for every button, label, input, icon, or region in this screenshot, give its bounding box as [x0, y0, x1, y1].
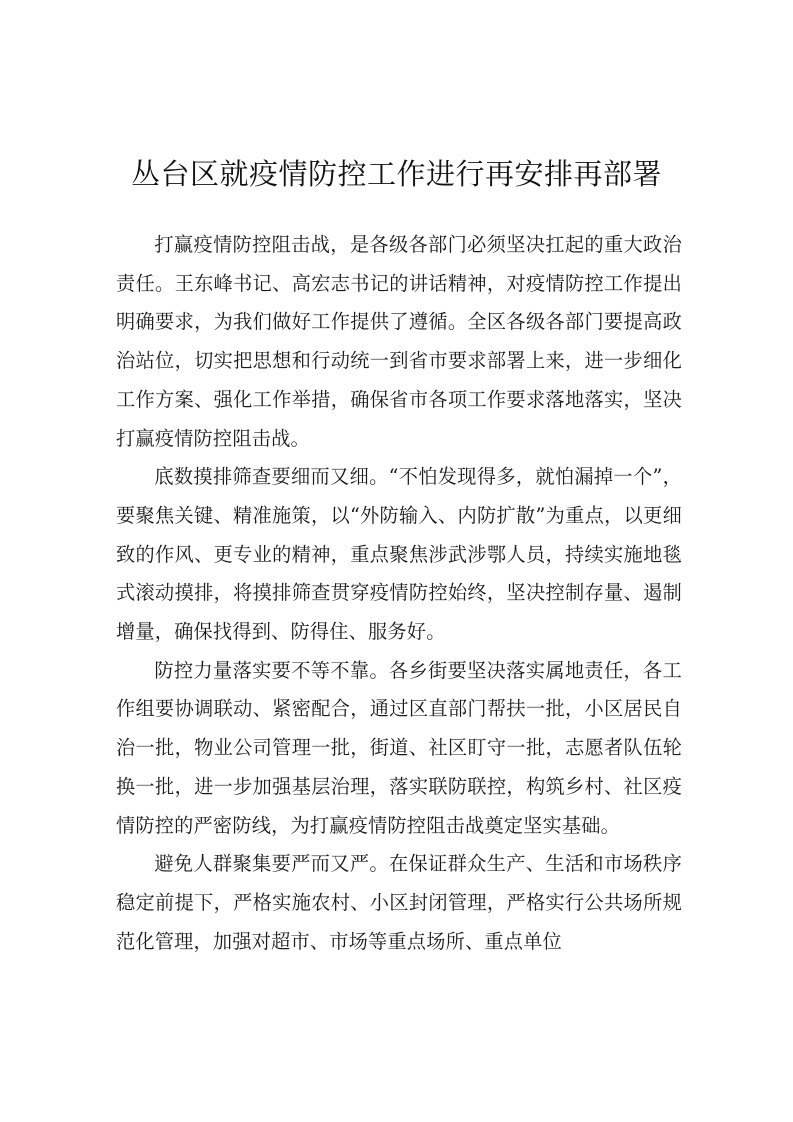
paragraph-4: 避免人群聚集要严而又严。在保证群众生产、生活和市场秩序稳定前提下，严格实施农村、小区封闭管理，严格实行公共场所规范化管理，加强对超市、市场等重点场所、重点单位 [116, 852, 682, 953]
paragraph-1: 打赢疫情防控阻击战，是各级各部门必须坚决扛起的重大政治责任。王东峰书记、高宏志书记的讲话精神，对疫情防控工作提出明确要求，为我们做好工作提供了遵循。全区各级各部门要提高政治站位，切实把思想和行动统一到省市要求部署上来，进一步细化工作方案、强化工作举措，确保省市各项工作要求落地落实，坚决打赢疫情防控阻击战。 [116, 233, 682, 450]
document-title: 丛台区就疫情防控工作进行再安排再部署 [130, 157, 662, 191]
document-body [116, 226, 682, 961]
paragraph-2: 底数摸排筛查要细而又细。“不怕发现得多，就怕漏掉一个”，要聚焦关键、精准施策，以“外防输入、内防扩散”为重点，以更细致的作风、更专业的精神，重点聚焦涉武涉鄂人员，持续实施地毯式滚动摸排，将摸排筛查贯穿疫情防控始终，坚决控制存量、遏制增量，确保找得到、防得住、服务好。 [116, 465, 682, 644]
paragraph-3: 防控力量落实要不等不靠。各乡街要坚决落实属地责任，各工作组要协调联动、紧密配合，通过区直部门帮扶一批，小区居民自治一批，物业公司管理一批，街道、社区盯守一批，志愿者队伍轮换一批，进一步加强基层治理，落实联防联控，构筑乡村、社区疫情防控的严密防线，为打赢疫情防控阻击战奠定坚实基础。 [116, 658, 682, 837]
